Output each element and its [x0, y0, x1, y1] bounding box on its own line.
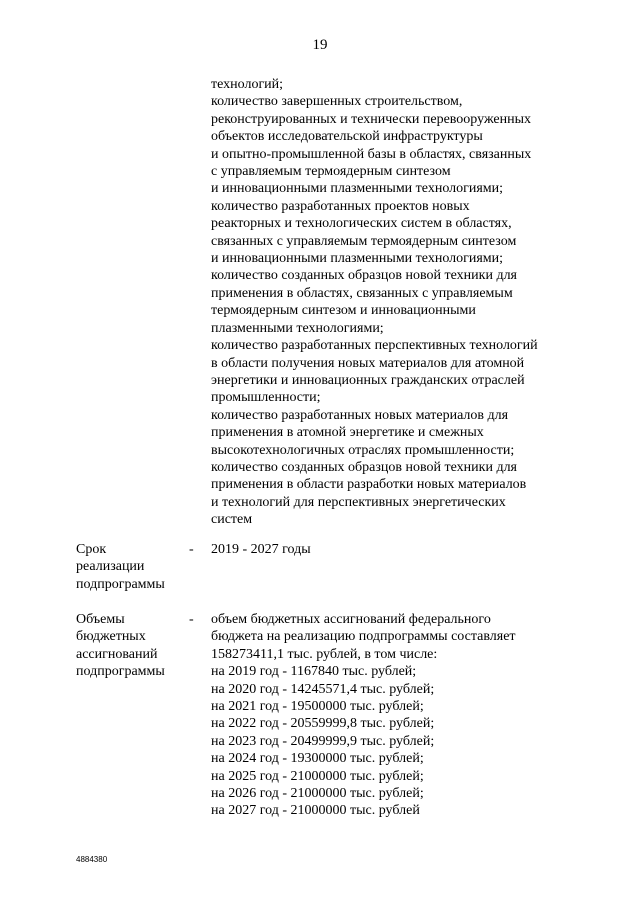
indicator-line: количество созданных образцов новой техники для — [211, 268, 517, 284]
budget-line: на 2020 год - 14245571,4 тыс. рублей; — [211, 681, 435, 697]
indicator-line: в области получения новых материалов для атомной — [211, 355, 525, 371]
budget-label-line: ассигнований — [76, 646, 158, 662]
budget-label-line: бюджетных — [76, 629, 146, 645]
indicator-line: технологий; — [211, 77, 284, 92]
indicator-line: количество завершенных строительством, — [211, 94, 463, 110]
indicator-line: промышленности; — [211, 390, 321, 406]
indicator-line: применения в областях, связанных с управляемым — [211, 285, 513, 301]
budget-line: на 2019 год - 1167840 тыс. рублей; — [211, 664, 417, 680]
indicator-line: количество разработанных проектов новых — [211, 198, 470, 214]
budget-line: на 2022 год - 20559999,8 тыс. рублей; — [211, 716, 435, 732]
page-number: 19 — [312, 37, 328, 53]
term-value: 2019 - 2027 годы — [211, 542, 311, 557]
term-dash: - — [189, 542, 194, 557]
budget-line: на 2027 год - 21000000 тыс. рублей — [211, 803, 420, 819]
indicator-line: энергетики и инновационных гражданских отраслей — [211, 372, 525, 388]
term-label — [76, 541, 165, 593]
document-code: 4884380 — [76, 855, 108, 864]
indicator-line: систем — [211, 512, 253, 528]
term-label-line: реализации — [76, 559, 145, 575]
term-label-line: Срок — [76, 542, 107, 557]
indicator-line: термоядерным синтезом и инновационными — [211, 303, 476, 319]
indicator-line: количество разработанных новых материалов для — [211, 407, 509, 423]
indicator-line: и инновационными плазменными технологиями; — [211, 251, 504, 267]
indicator-line: связанных с управляемым термоядерным синтезом — [211, 233, 517, 249]
indicator-line: высокотехнологичных отраслях промышленности; — [211, 442, 515, 458]
budget-line: на 2025 год - 21000000 тыс. рублей; — [211, 768, 424, 784]
term-label-line: подпрограммы — [76, 576, 165, 592]
indicator-line: с управляемым термоядерным синтезом — [211, 164, 451, 180]
indicator-line: применения в области разработки новых материалов — [211, 477, 527, 493]
indicator-line: реакторных и технологических систем в областях, — [211, 216, 512, 232]
indicator-line: реконструированных и технически перевооруженных — [211, 111, 532, 127]
budget-line: на 2021 год - 19500000 тыс. рублей; — [211, 699, 424, 715]
budget-line: 158273411,1 тыс. рублей, в том числе: — [211, 646, 438, 662]
budget-line: на 2023 год - 20499999,9 тыс. рублей; — [211, 733, 435, 749]
indicator-line: количество созданных образцов новой техники для — [211, 459, 517, 475]
budget-label-line: подпрограммы — [76, 664, 165, 680]
indicator-line: и технологий для перспективных энергетических — [211, 494, 506, 510]
budget-label-line: Объемы — [76, 612, 125, 627]
indicator-line: объектов исследовательской инфраструктуры — [211, 129, 483, 145]
budget-line: на 2024 год - 19300000 тыс. рублей; — [211, 751, 424, 767]
budget-line: объем бюджетных ассигнований федерального — [211, 612, 491, 627]
budget-line: на 2026 год - 21000000 тыс. рублей; — [211, 786, 424, 802]
budget-dash: - — [189, 612, 194, 627]
indicator-line: и инновационными плазменными технологиями; — [211, 181, 504, 197]
indicator-line: и опытно-промышленной базы в областях, связанных — [211, 146, 532, 162]
indicator-line: применения в атомной энергетике и смежных — [211, 425, 484, 441]
budget-value — [211, 611, 516, 820]
budget-line: бюджета на реализацию подпрограммы составляет — [211, 629, 516, 645]
indicator-line: плазменными технологиями; — [211, 320, 384, 336]
indicators-list — [211, 76, 571, 529]
budget-label — [76, 611, 165, 681]
indicator-line: количество разработанных перспективных технологий — [211, 338, 538, 354]
